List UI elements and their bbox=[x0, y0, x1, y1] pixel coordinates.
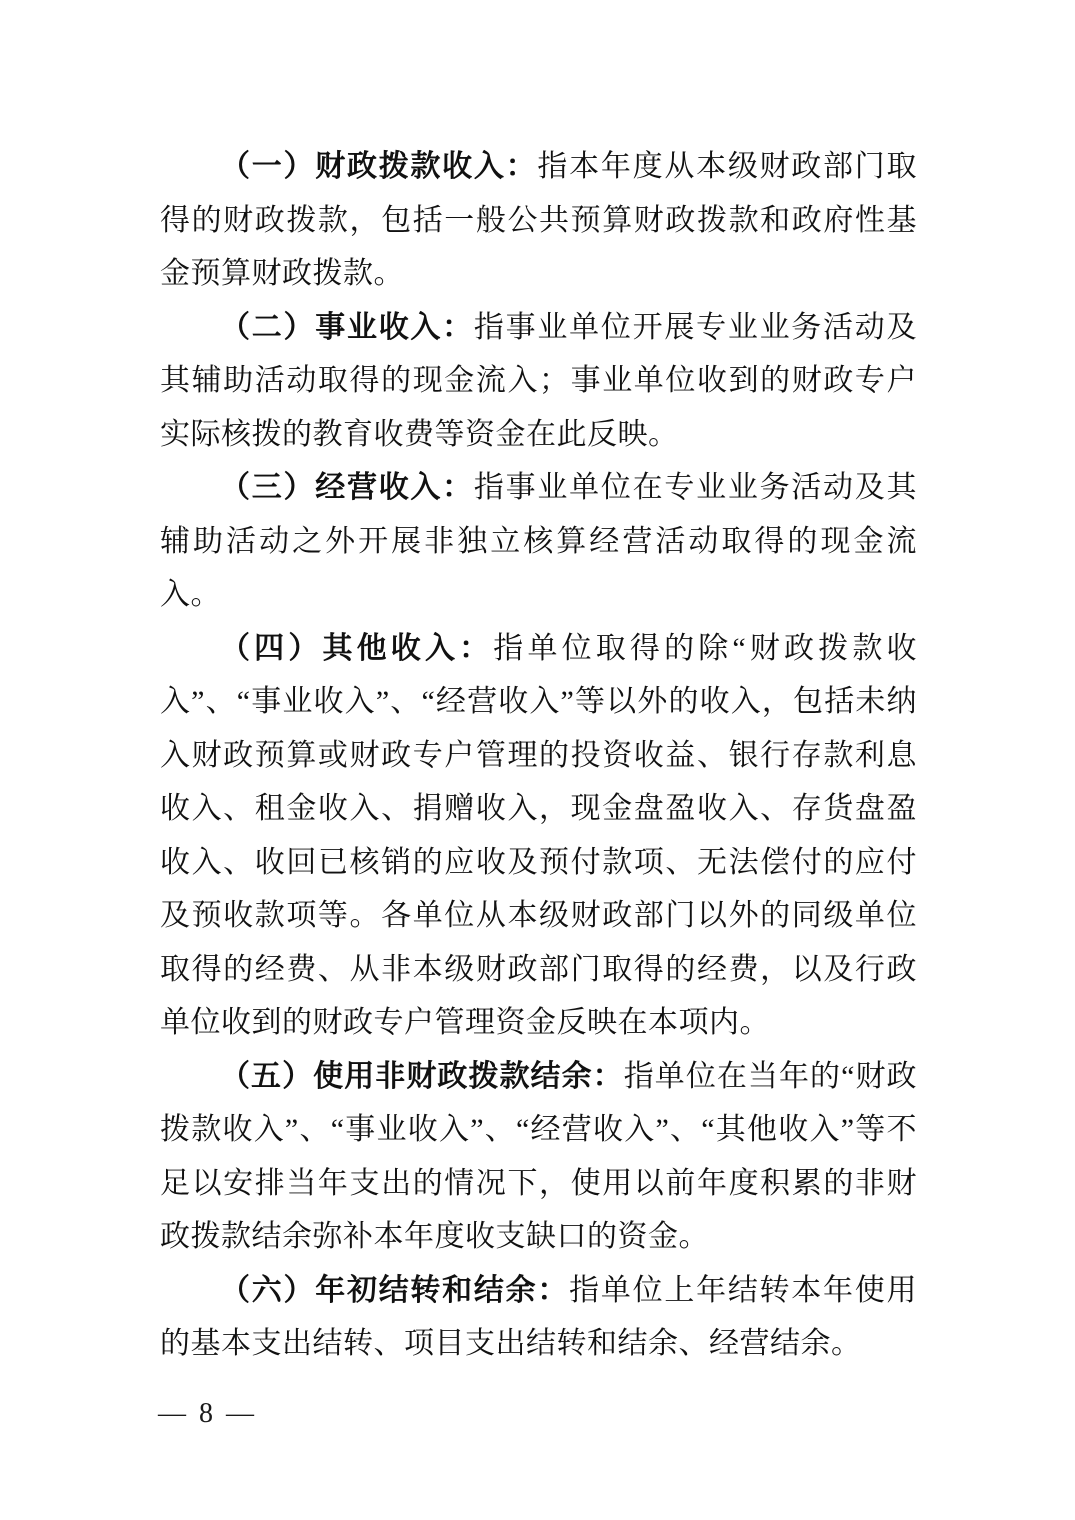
paragraph-prefix: （三） bbox=[220, 471, 316, 504]
paragraph-operating-income bbox=[160, 461, 917, 622]
paragraph-term: 其他收入： bbox=[322, 631, 494, 665]
paragraph-heading bbox=[220, 150, 537, 183]
paragraph-heading bbox=[220, 1274, 569, 1307]
paragraph-term: 财政拨款收入： bbox=[315, 150, 538, 183]
paragraph-institutional-income bbox=[160, 301, 917, 462]
paragraph-heading bbox=[220, 311, 474, 344]
document-body bbox=[160, 140, 917, 1371]
paragraph-term: 经营收入： bbox=[315, 471, 474, 504]
paragraph-prefix: （二） bbox=[220, 310, 316, 344]
paragraph-prefix: （六） bbox=[220, 1273, 316, 1307]
paragraph-other-income bbox=[160, 622, 917, 1050]
paragraph-carryover-balance bbox=[160, 1264, 917, 1371]
paragraph-heading bbox=[220, 632, 493, 665]
paragraph-prefix: （一） bbox=[220, 150, 316, 183]
paragraph-body-text: 指单位上年结转本年使用的基本支出结转、项目支出结转和结余、经营结余。 bbox=[160, 1273, 918, 1360]
page-number: — 8 — bbox=[158, 1398, 257, 1429]
paragraph-prefix: （五） bbox=[220, 1059, 314, 1093]
paragraph-term: 年初结转和结余： bbox=[315, 1273, 570, 1307]
paragraph-term: 使用非财政拨款结余： bbox=[313, 1059, 624, 1093]
paragraph-fiscal-appropriation-income bbox=[160, 140, 917, 301]
paragraph-prefix: （四） bbox=[220, 631, 323, 665]
paragraph-heading bbox=[220, 1060, 624, 1093]
paragraph-body-text: 指事业单位开展专业业务活动及其辅助活动取得的现金流入；事业单位收到的财政专户实际核拨的教育收费等资金在此反映。 bbox=[160, 310, 918, 451]
paragraph-heading bbox=[220, 471, 474, 504]
paragraph-body-text: 指单位在当年的“财政拨款收入”、“事业收入”、“经营收入”、“其他收入”等不足以安排当年支出的情况下，使用以前年度积累的非财政拨款结余弥补本年度收支缺口的资金。 bbox=[160, 1059, 918, 1253]
paragraph-body-text: 指单位取得的除“财政拨款收入”、“事业收入”、“经营收入”等以外的收入，包括未纳入财政预算或财政专户管理的投资收益、银行存款利息收入、租金收入、捐赠收入，现金盘盈收入、存货盘盈收入、收回已核销的应收及预付款项、无法偿付的应付及预收款项等。各单位从本级财政部门以外的同级单位取得的经费、从非本级财政部门取得的经费，以及行政单位收到的财政专户管理资金反映在本项内。 bbox=[160, 631, 917, 1039]
paragraph-body-text: 指本年度从本级财政部门取得的财政拨款，包括一般公共预算财政拨款和政府性基金预算财政拨款。 bbox=[160, 150, 918, 290]
paragraph-term: 事业收入： bbox=[315, 310, 474, 344]
paragraph-body-text: 指事业单位在专业业务活动及其辅助活动之外开展非独立核算经营活动取得的现金流入。 bbox=[160, 471, 918, 611]
paragraph-non-fiscal-surplus bbox=[160, 1050, 917, 1264]
